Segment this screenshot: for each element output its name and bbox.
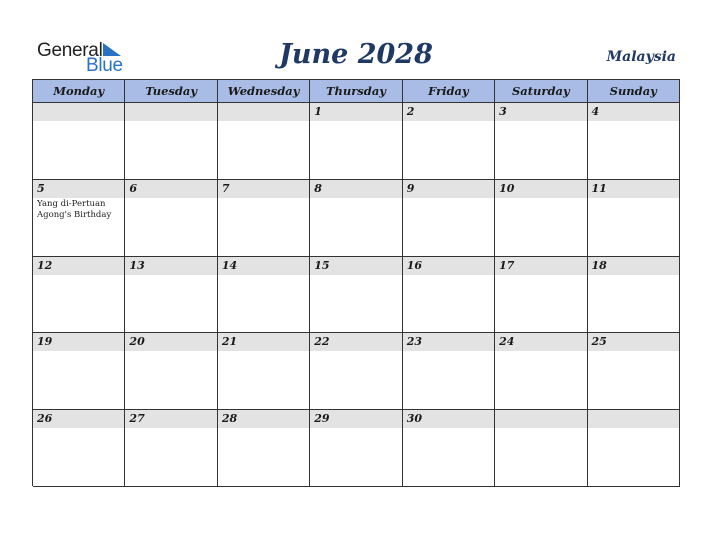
day-event (310, 198, 401, 199)
day-event (495, 428, 586, 429)
day-event (218, 121, 309, 122)
day-number: 28 (218, 410, 309, 428)
day-cell (588, 257, 680, 334)
day-event (218, 198, 309, 199)
weekday-header: Monday (33, 80, 125, 103)
weekday-header: Tuesday (125, 80, 217, 103)
day-number: 29 (310, 410, 401, 428)
day-number: 21 (218, 333, 309, 351)
day-cell (310, 103, 402, 180)
day-event (33, 121, 124, 122)
day-event (588, 428, 679, 429)
day-cell (33, 180, 125, 257)
day-number (588, 410, 679, 428)
day-number: 15 (310, 257, 401, 275)
day-number: 2 (403, 103, 494, 121)
day-event (495, 121, 586, 122)
day-cell (310, 410, 402, 487)
calendar-weeks (33, 103, 680, 487)
day-cell (310, 257, 402, 334)
day-cell (218, 180, 310, 257)
day-number: 1 (310, 103, 401, 121)
day-event (588, 198, 679, 199)
day-event (218, 351, 309, 352)
day-number: 30 (403, 410, 494, 428)
day-cell (403, 103, 495, 180)
day-number (495, 410, 586, 428)
day-number: 24 (495, 333, 586, 351)
day-cell (403, 333, 495, 410)
day-cell (33, 410, 125, 487)
day-number: 22 (310, 333, 401, 351)
day-number: 6 (125, 180, 216, 198)
weekday-header: Friday (403, 80, 495, 103)
day-cell (588, 180, 680, 257)
day-cell (588, 410, 680, 487)
day-event (403, 351, 494, 352)
day-number: 19 (33, 333, 124, 351)
day-cell (33, 333, 125, 410)
day-cell (125, 180, 217, 257)
day-number: 25 (588, 333, 679, 351)
day-number: 11 (588, 180, 679, 198)
page-title: June 2028 (279, 39, 433, 70)
day-event (125, 428, 216, 429)
day-cell (495, 180, 587, 257)
day-event (310, 275, 401, 276)
weekday-header-row (33, 80, 680, 103)
day-event (125, 198, 216, 199)
week-row (33, 257, 680, 334)
day-cell (495, 410, 587, 487)
day-event (218, 428, 309, 429)
day-cell (125, 410, 217, 487)
day-event (125, 121, 216, 122)
day-event (495, 351, 586, 352)
day-number: 3 (495, 103, 586, 121)
day-event (495, 275, 586, 276)
day-cell (218, 410, 310, 487)
day-number: 8 (310, 180, 401, 198)
day-number: 9 (403, 180, 494, 198)
day-number: 12 (33, 257, 124, 275)
day-number (125, 103, 216, 121)
weekday-header: Thursday (310, 80, 402, 103)
week-row (33, 333, 680, 410)
day-event (495, 198, 586, 199)
day-cell (588, 333, 680, 410)
day-cell (495, 333, 587, 410)
day-cell (310, 333, 402, 410)
day-cell (218, 333, 310, 410)
day-number: 27 (125, 410, 216, 428)
day-number: 5 (33, 180, 124, 198)
day-event (588, 121, 679, 122)
day-number: 20 (125, 333, 216, 351)
day-cell (495, 103, 587, 180)
day-event (125, 351, 216, 352)
day-event (125, 275, 216, 276)
logo-text-general: General (37, 40, 103, 61)
day-cell (33, 257, 125, 334)
day-cell (125, 257, 217, 334)
day-number: 18 (588, 257, 679, 275)
day-event (403, 121, 494, 122)
day-number (218, 103, 309, 121)
day-event (310, 351, 401, 352)
day-cell (218, 257, 310, 334)
weekday-header: Sunday (588, 80, 680, 103)
day-event (33, 275, 124, 276)
day-number: 14 (218, 257, 309, 275)
day-event (588, 351, 679, 352)
day-cell (403, 410, 495, 487)
day-event (33, 428, 124, 429)
day-cell (218, 103, 310, 180)
day-cell (588, 103, 680, 180)
day-number: 4 (588, 103, 679, 121)
logo-text-blue: Blue (86, 55, 123, 76)
day-event (310, 121, 401, 122)
day-number: 13 (125, 257, 216, 275)
weekday-header: Saturday (495, 80, 587, 103)
day-event (403, 198, 494, 199)
day-cell (495, 257, 587, 334)
day-number: 16 (403, 257, 494, 275)
day-cell (125, 333, 217, 410)
day-number: 23 (403, 333, 494, 351)
day-event (33, 351, 124, 352)
weekday-header: Wednesday (218, 80, 310, 103)
day-number: 7 (218, 180, 309, 198)
week-row (33, 103, 680, 180)
day-event (218, 275, 309, 276)
day-cell (33, 103, 125, 180)
day-cell (403, 180, 495, 257)
country-label: Malaysia (606, 49, 676, 65)
day-number (33, 103, 124, 121)
day-event: Yang di-Pertuan Agong's Birthday (37, 198, 112, 220)
day-event (310, 428, 401, 429)
week-row (33, 410, 680, 487)
day-number: 10 (495, 180, 586, 198)
day-event (588, 275, 679, 276)
day-cell (310, 180, 402, 257)
week-row (33, 180, 680, 257)
day-number: 17 (495, 257, 586, 275)
day-cell (403, 257, 495, 334)
day-event (403, 428, 494, 429)
day-number: 26 (33, 410, 124, 428)
day-cell (125, 103, 217, 180)
calendar-grid (32, 79, 680, 486)
day-event (403, 275, 494, 276)
